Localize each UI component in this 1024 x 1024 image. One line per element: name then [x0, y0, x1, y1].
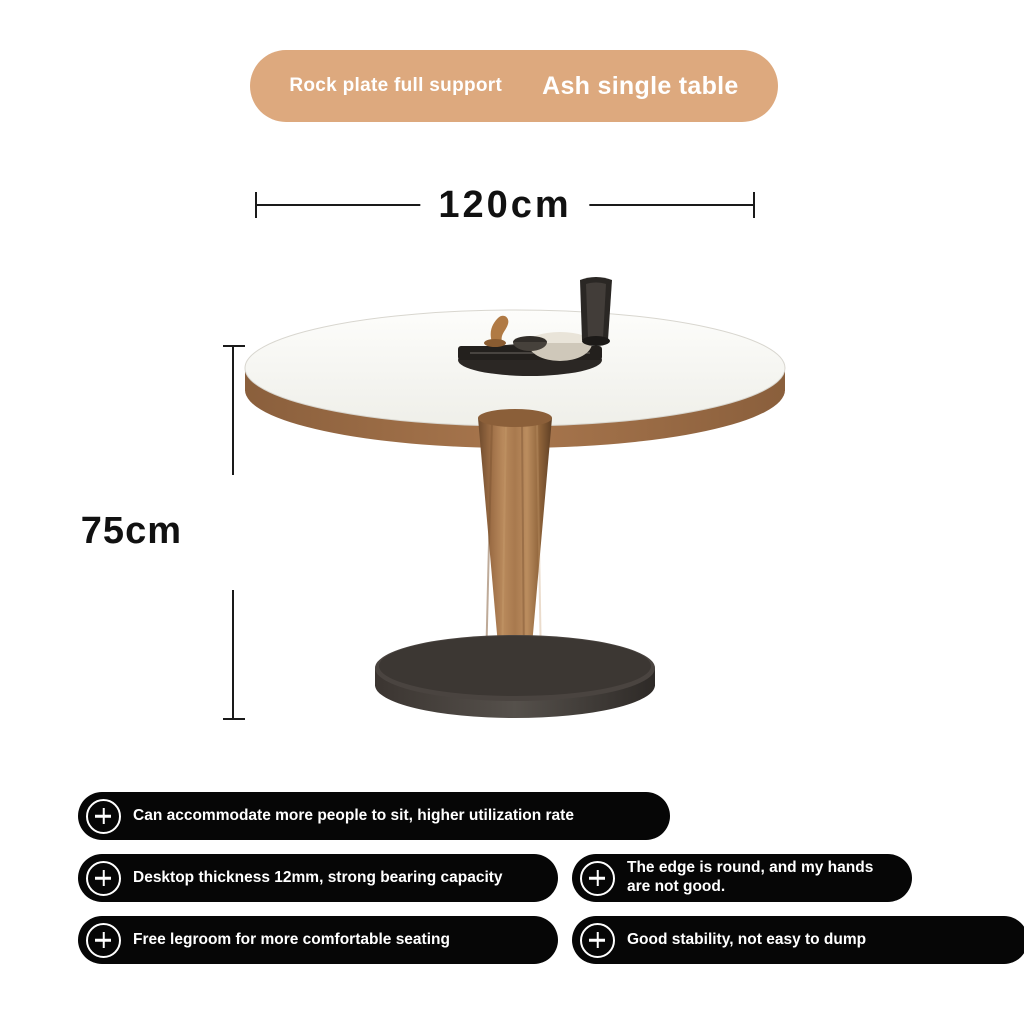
- width-dimension-label: 120cm: [420, 180, 589, 230]
- header-title: Ash single table: [542, 71, 739, 100]
- feature-text: Good stability, not easy to dump: [627, 930, 867, 948]
- product-image: [230, 250, 800, 750]
- header-banner: [250, 50, 778, 122]
- width-dimension: [255, 180, 755, 232]
- table-illustration: [230, 250, 800, 750]
- plus-icon: [86, 799, 121, 834]
- feature-list: [78, 792, 958, 972]
- plus-icon: [580, 923, 615, 958]
- list-item[interactable]: [78, 792, 670, 840]
- feature-text: Can accommodate more people to sit, higher utilization rate: [133, 806, 574, 824]
- plus-icon: [86, 923, 121, 958]
- list-item[interactable]: [78, 916, 558, 964]
- list-item[interactable]: [78, 854, 558, 902]
- list-item[interactable]: [572, 916, 1024, 964]
- width-dimension-cap-left: [255, 192, 257, 218]
- plus-icon: [86, 861, 121, 896]
- header-subtitle: Rock plate full support: [289, 75, 503, 96]
- width-dimension-cap-right: [753, 192, 755, 218]
- plus-icon: [580, 861, 615, 896]
- feature-text: Desktop thickness 12mm, strong bearing capacity: [133, 868, 503, 886]
- list-item[interactable]: [572, 854, 912, 902]
- height-dimension-label: 75cm: [80, 510, 182, 552]
- feature-text: The edge is round, and my hands are not good.: [627, 859, 874, 895]
- feature-text: Free legroom for more comfortable seating: [133, 930, 450, 948]
